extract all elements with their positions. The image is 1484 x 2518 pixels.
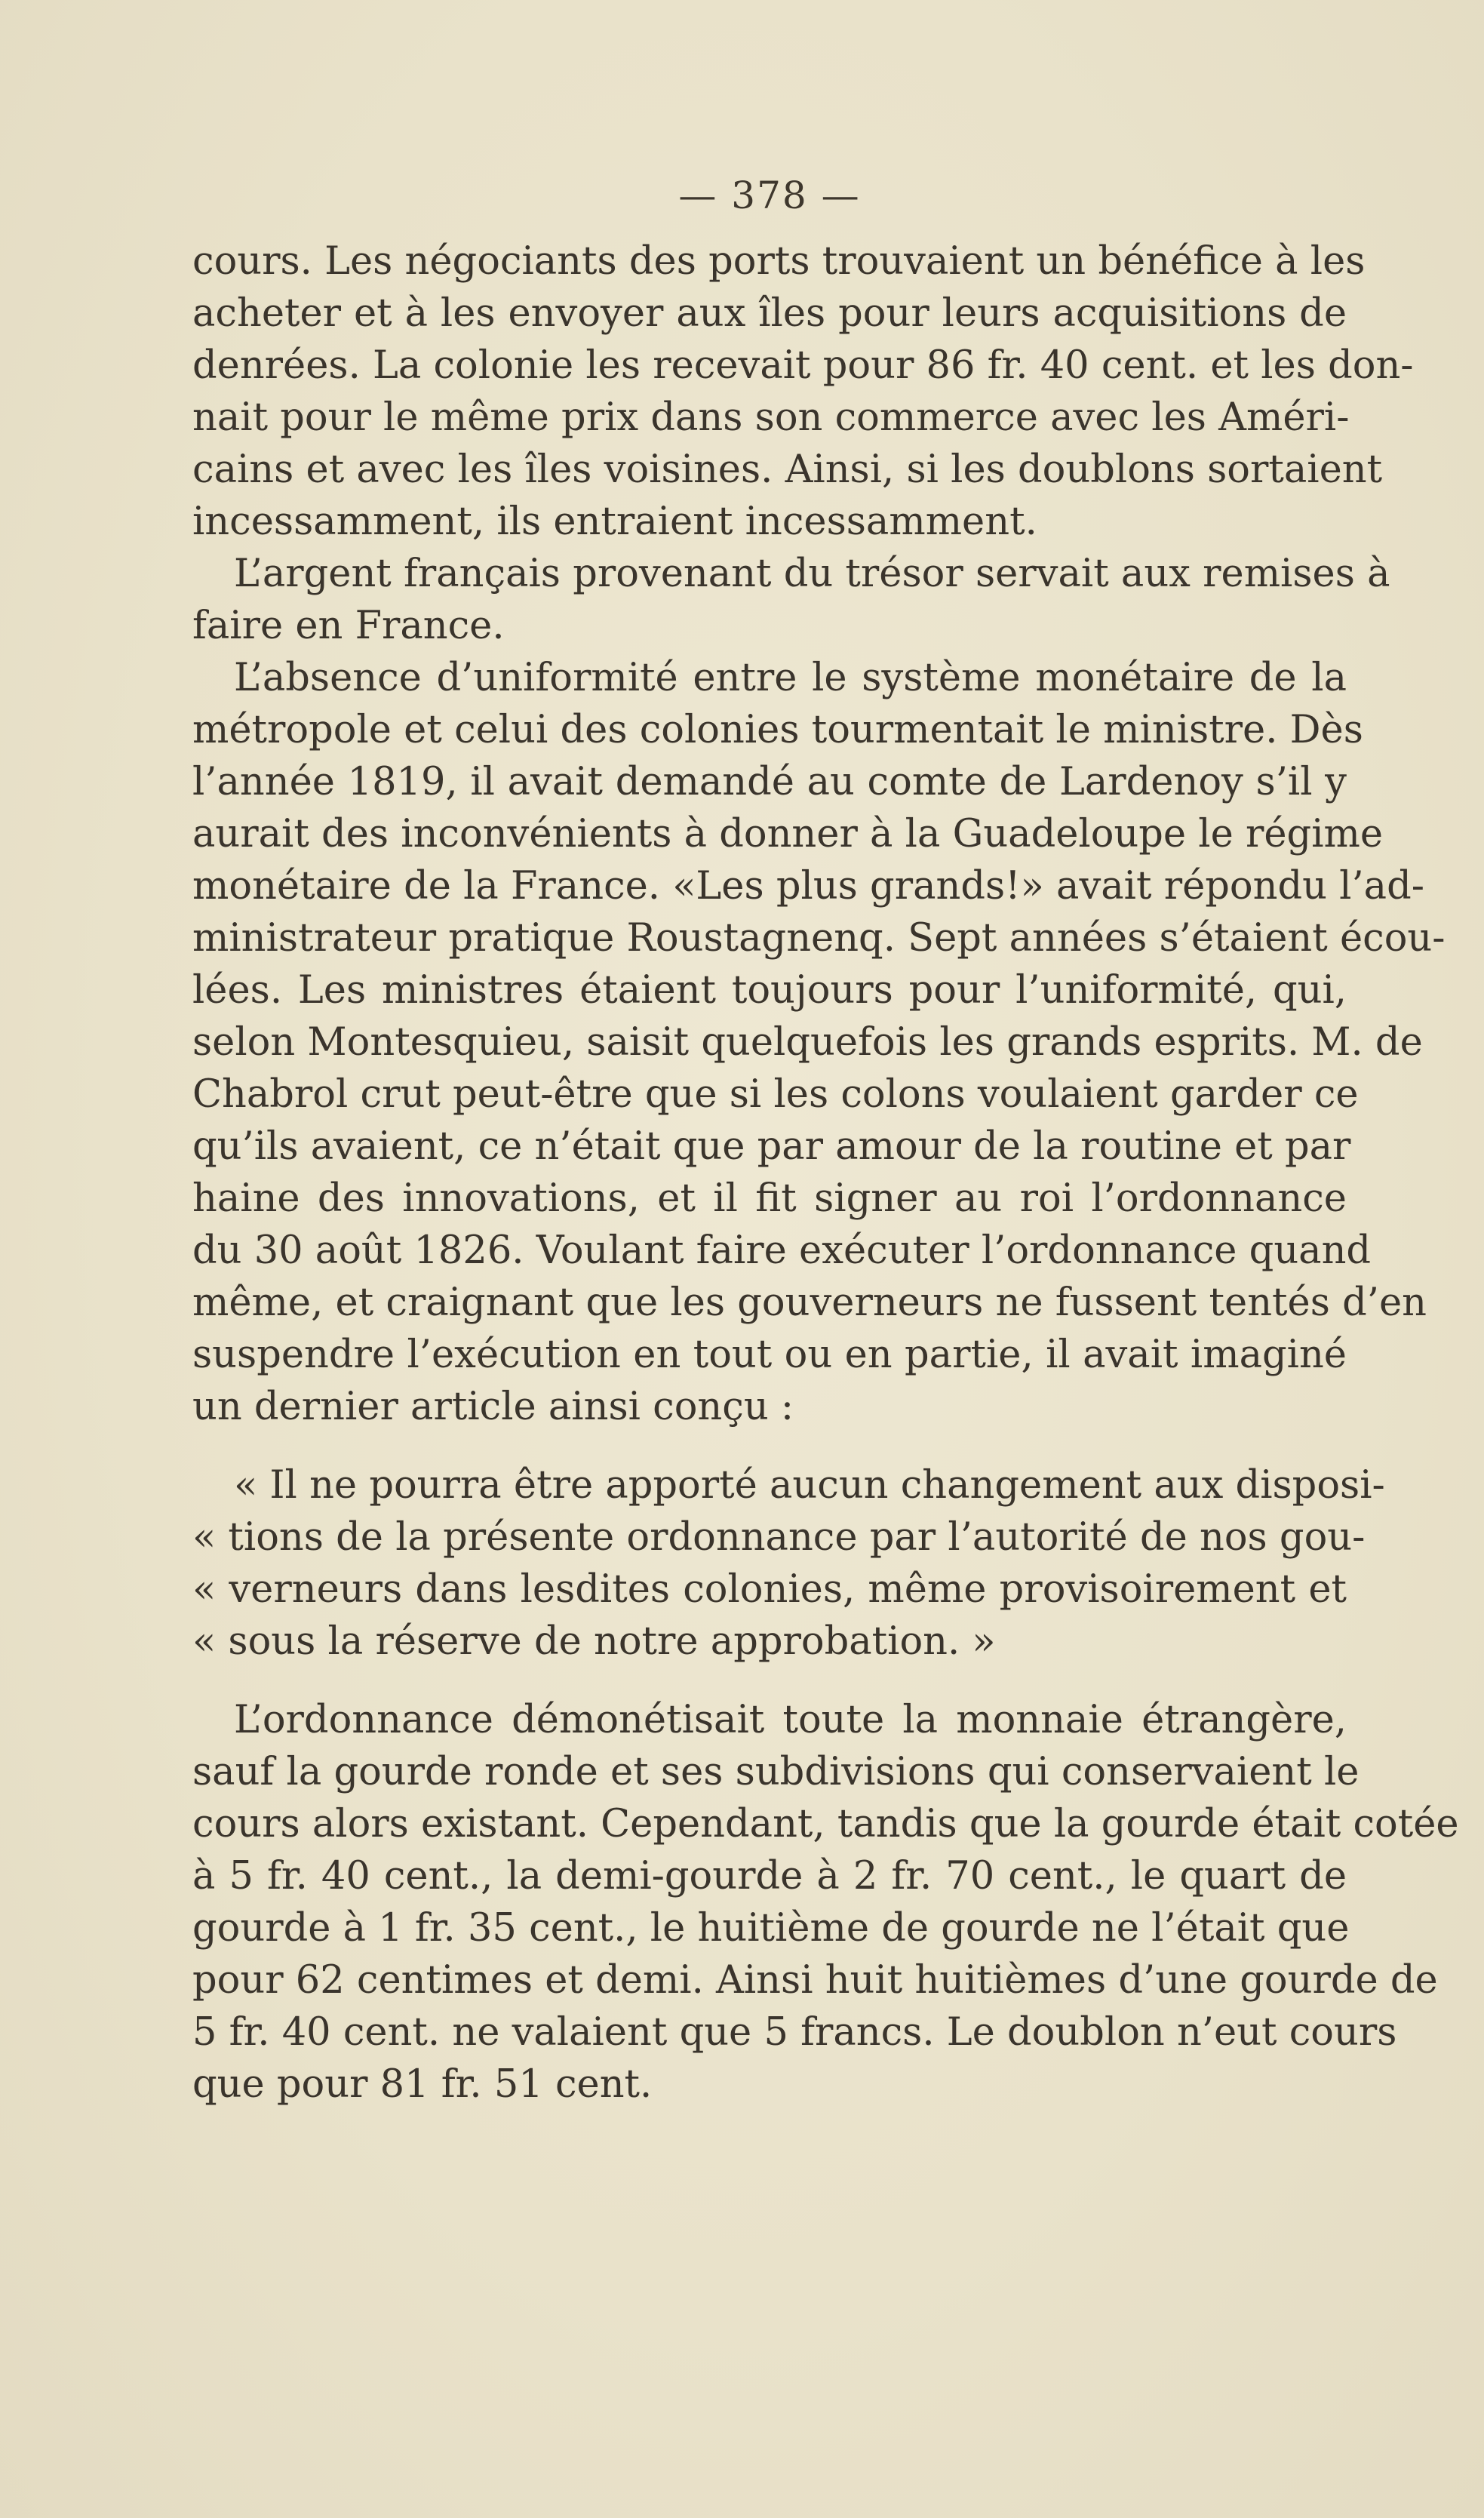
text-line: métropole et celui des colonies tourmentait le ministre. Dès [192, 708, 1363, 752]
text-line: denrées. La colonie les recevait pour 86 fr. 40 cent. et les don- [192, 343, 1414, 388]
text-line: même, et craignant que les gouverneurs ne fussent tentés d’en [192, 1281, 1427, 1325]
paragraph-5 [192, 1694, 1459, 2111]
text-line: à 5 fr. 40 cent., la demi-gourde à 2 fr. 70 cent., le quart de [192, 1854, 1347, 1898]
text-line: haine des innovations, et il fit signer au roi l’ordonnance [192, 1176, 1347, 1221]
text-line: nait pour le même prix dans son commerce avec les Améri- [192, 395, 1350, 440]
text-line: cours alors existant. Cependant, tandis que la gourde était cotée [192, 1802, 1459, 1846]
quote-line: « sous la réserve de notre approbation. » [192, 1619, 996, 1664]
body-text [192, 235, 1459, 2111]
paragraph-3 [192, 652, 1446, 1433]
text-line: L’argent français provenant du trésor servait aux remises à [234, 552, 1390, 596]
quote-line: « Il ne pourra être apporté aucun changement aux disposi- [234, 1463, 1385, 1508]
paragraph-gap [192, 1668, 1347, 1694]
text-line: ministrateur pratique Roustagnenq. Sept années s’étaient écou- [192, 916, 1446, 961]
text-line: faire en France. [192, 604, 505, 648]
text-line: qu’ils avaient, ce n’était que par amour de la routine et par [192, 1124, 1351, 1169]
text-line: acheter et à les envoyer aux îles pour leurs acquisitions de [192, 291, 1347, 336]
paragraph-1 [192, 235, 1414, 548]
text-line: monétaire de la France. «Les plus grands!» avait répondu l’ad- [192, 864, 1424, 909]
page-number: — 378 — [678, 174, 861, 217]
text-line: selon Montesquieu, saisit quelquefois les grands esprits. M. de [192, 1020, 1423, 1065]
text-line: lées. Les ministres étaient toujours pour l’uniformité, qui, [192, 968, 1347, 1013]
text-line: L’absence d’uniformité entre le système monétaire de la [234, 656, 1347, 700]
book-page [192, 151, 1459, 2339]
text-line: du 30 août 1826. Voulant faire exécuter l’ordonnance quand [192, 1228, 1372, 1273]
text-line: 5 fr. 40 cent. ne valaient que 5 francs. Le doublon n’eut cours [192, 2010, 1397, 2055]
text-line: aurait des inconvénients à donner à la Guadeloupe le régime [192, 812, 1384, 856]
text-line: l’année 1819, il avait demandé au comte de Lardenoy s’il y [192, 760, 1347, 804]
text-line: Chabrol crut peut-être que si les colons voulaient garder ce [192, 1072, 1359, 1117]
text-line: cours. Les négociants des ports trouvaient un bénéfice à les [192, 239, 1366, 284]
text-line: cains et avec les îles voisines. Ainsi, si les doublons sortaient [192, 447, 1383, 492]
text-line: sauf la gourde ronde et ses subdivisions qui conservaient le [192, 1750, 1360, 1794]
quote-line: « verneurs dans lesdites colonies, même provisoirement et [192, 1567, 1347, 1612]
text-line: pour 62 centimes et demi. Ainsi huit huitièmes d’une gourde de [192, 1958, 1438, 2003]
text-line: un dernier article ainsi conçu : [192, 1385, 794, 1429]
text-line: suspendre l’exécution en tout ou en partie, il avait imaginé [192, 1333, 1347, 1377]
paragraph-2 [192, 548, 1390, 652]
paragraph-gap [192, 1433, 1347, 1459]
text-line: incessamment, ils entraient incessamment. [192, 500, 1037, 544]
text-line: L’ordonnance démonétisait toute la monnaie étrangère, [234, 1698, 1347, 1742]
text-line: gourde à 1 fr. 35 cent., le huitième de gourde ne l’était que [192, 1906, 1350, 1951]
text-line: que pour 81 fr. 51 cent. [192, 2062, 653, 2107]
quote-line: « tions de la présente ordonnance par l’autorité de nos gou- [192, 1515, 1366, 1560]
quotation [192, 1459, 1385, 1668]
